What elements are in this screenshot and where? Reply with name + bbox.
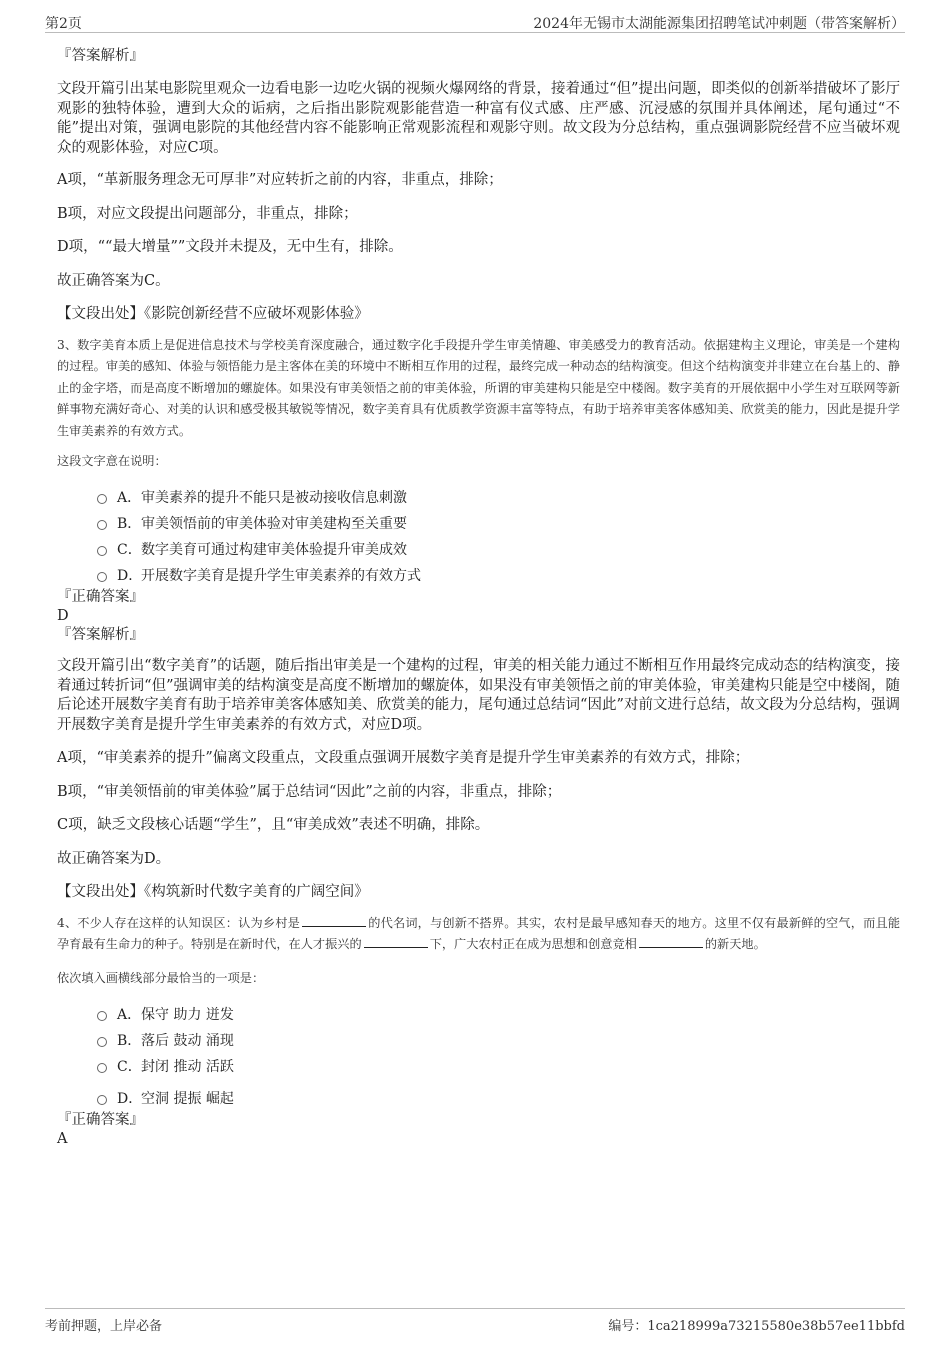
main-content xyxy=(57,46,900,1149)
q2-point-b: B项，对应文段提出问题部分，非重点，排除； xyxy=(57,205,358,222)
q4-option-a[interactable]: A．保守 助力 迸发 xyxy=(97,1005,900,1031)
q4-question-text: 4、不少人存在这样的认知误区：认为乡村是 的代名词，与创新不搭界。其实，农村是最早感知春天的地方。这里不仅有最新鲜的空气，而且能孕育最有生命力的种子。特别是在新时代，在人才振兴的 下，广大农村正在成为思想和创意竞相 的新天地。 xyxy=(57,915,901,951)
q3-point-a: A项，“审美素养的提升”偏离文段重点，文段重点强调开展数字美育是提升学生审美素养的有效方式，排除； xyxy=(57,750,750,766)
q3-option-d[interactable]: D．开展数字美育是提升学生审美素养的有效方式 xyxy=(97,566,900,592)
q4-option-c[interactable]: C．封闭 推动 活跃 xyxy=(97,1057,900,1083)
q3-point-c: C项，缺乏文段核心话题“学生”，且“审美成效”表述不明确，排除。 xyxy=(57,817,490,833)
radio-icon[interactable] xyxy=(97,1037,107,1047)
q2-source: 【文段出处】《影院创新经营不应破坏观影体验》 xyxy=(57,306,369,322)
q3-option-a[interactable]: A．审美素养的提升不能只是被动接收信息刺激 xyxy=(97,488,900,514)
q4-option-b[interactable]: B．落后 鼓动 涌现 xyxy=(97,1031,900,1057)
q2-analysis-label: 『答案解析』 xyxy=(57,48,144,64)
q3-answer-label: 『正确答案』 xyxy=(57,589,144,605)
document-id: 编号：1ca218999a73215580e38b57ee11bbfd xyxy=(608,1319,905,1334)
q3-conclusion: 故正确答案为D。 xyxy=(57,850,171,867)
radio-icon[interactable] xyxy=(97,1011,107,1021)
q3-option-b[interactable]: B．审美领悟前的审美体验对审美建构至关重要 xyxy=(97,514,900,540)
fill-blank-1 xyxy=(302,914,366,927)
page-header xyxy=(45,10,905,33)
q3-options xyxy=(57,488,900,592)
q3-point-b: B项，“审美领悟前的审美体验”属于总结词“因此”之前的内容，非重点，排除； xyxy=(57,783,562,800)
q4-answer-label: 『正确答案』 xyxy=(57,1111,144,1128)
fill-blank-3 xyxy=(639,935,703,948)
footer-slogan: 考前押题，上岸必备 xyxy=(45,1319,163,1334)
q2-conclusion: 故正确答案为C。 xyxy=(57,272,170,289)
fill-blank-2 xyxy=(364,935,428,948)
radio-icon[interactable] xyxy=(97,572,107,582)
radio-icon[interactable] xyxy=(97,1095,107,1105)
q4-options xyxy=(57,1005,900,1115)
q2-point-d: D项，““最大增量””文段并未提及，无中生有，排除。 xyxy=(57,239,403,255)
q4-answer: A xyxy=(57,1130,68,1147)
page-footer xyxy=(45,1308,905,1339)
q3-prompt: 这段文字意在说明： xyxy=(57,454,167,468)
q3-analysis-text: 文段开篇引出“数字美育”的话题，随后指出审美是一个建构的过程，审美的相关能力通过不断相互作用最终完成动态的结构演变，接着通过转折词“但”强调审美的结构演变是高度不断增加的螺旋体，如果没有审美领悟之前的审美体验，审美建构只能是空中楼阁，随后论述开展数字美育有助于培养审美客体感知美、欣赏美的能力，尾句通过总结词“因此”对前文进行总结，故文段为分总结构，强调开展数字美育是提升学生审美素养的有效方式，对应D项。 xyxy=(57,658,900,733)
q2-analysis-text: 文段开篇引出某电影院里观众一边看电影一边吃火锅的视频火爆网络的背景，接着通过“但”提出问题，即类似的创新举措破坏了影厅观影的独特体验，遭到大众的诟病，之后指出影院观影能营造一种富有仪式感、庄严感、沉浸感的氛围并具体阐述，尾句通过“不能”提出对策，强调电影院的其他经营内容不能影响正常观影流程和观影守则。故文段为分总结构，重点强调影院经营不应当破坏观众的观影体验，对应C项。 xyxy=(57,81,900,156)
q3-source: 【文段出处】《构筑新时代数字美育的广阔空间》 xyxy=(57,884,369,900)
page-number: 第2页 xyxy=(45,16,82,32)
q3-analysis-label: 『答案解析』 xyxy=(57,627,144,643)
radio-icon[interactable] xyxy=(97,494,107,504)
q3-answer: D xyxy=(57,608,69,624)
q3-option-c[interactable]: C．数字美育可通过构建审美体验提升审美成效 xyxy=(97,540,900,566)
radio-icon[interactable] xyxy=(97,546,107,556)
radio-icon[interactable] xyxy=(97,520,107,530)
document-title: 2024年无锡市太湖能源集团招聘笔试冲刺题（带答案解析） xyxy=(533,16,905,32)
q3-question-text: 3、数字美育本质上是促进信息技术与学校美育深度融合，通过数字化手段提升学生审美情趣、审美感受力的教育活动。依据建构主义理论，审美是一个建构的过程。审美的感知、体验与领悟能力是主客体在美的环境中不断相互作用的过程，最终完成一种动态的结构演变。但这个结构演变并非建立在台基上的、静止的金字塔，而是高度不断增加的螺旋体。如果没有审美领悟之前的审美体验，所谓的审美建构只能是空中楼阁。数字美育的开展依据中小学生对互联网等新鲜事物充满好奇心、对美的认识和感受极其敏锐等情况，数字美育具有优质教学资源丰富等特点，有助于培养审美客体感知美、欣赏美的能力，因此是提升学生审美素养的有效方式。 xyxy=(57,337,900,438)
q4-option-d[interactable]: D．空洞 提振 崛起 xyxy=(97,1089,900,1115)
radio-icon[interactable] xyxy=(97,1063,107,1073)
q2-point-a: A项，“革新服务理念无可厚非”对应转折之前的内容，非重点，排除； xyxy=(57,172,503,188)
q4-prompt: 依次填入画横线部分最恰当的一项是： xyxy=(57,970,265,985)
